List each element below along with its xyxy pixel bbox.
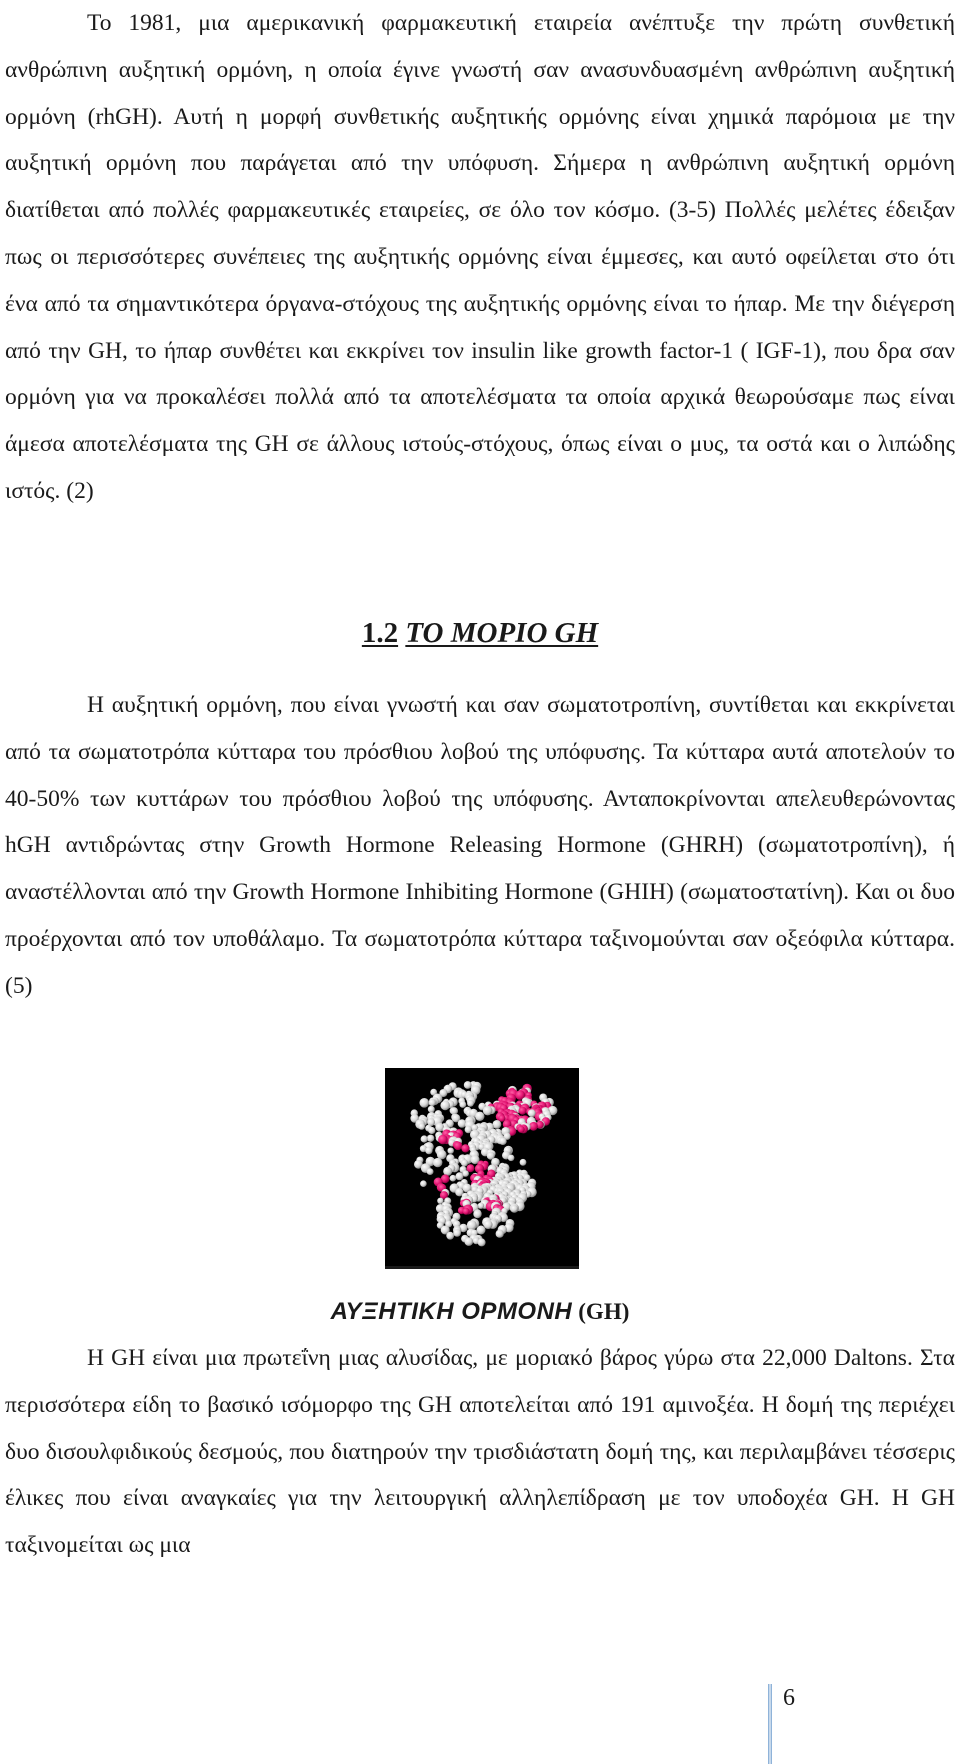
section-number: 1.2 — [361, 617, 399, 649]
atom-highlighted — [463, 1208, 470, 1215]
atom — [428, 1127, 435, 1134]
atom — [458, 1119, 467, 1128]
atom-highlighted — [461, 1144, 469, 1152]
atom — [508, 1155, 515, 1162]
atom — [464, 1081, 472, 1089]
caption-sub: (GH) — [578, 1299, 630, 1324]
atom — [499, 1137, 507, 1145]
atom — [425, 1147, 432, 1154]
atom — [446, 1232, 454, 1240]
atom — [420, 1180, 427, 1187]
atom — [528, 1109, 536, 1117]
paragraph-structure — [5, 1335, 955, 1569]
atom — [477, 1226, 486, 1235]
paragraph-somatotropin — [5, 682, 955, 1010]
atom — [433, 1158, 442, 1167]
paragraph-structure-text: Η GH είναι μια πρωτεΐνη μιας αλυσίδας, με μοριακό βάρος γύρω στα 22,000 Daltons. Στα περισσότερα είδη το βασικό ισόμορφο της GH αποτελείται από 191 αμινοξέα. Η δομή της περιέχει δυο δισουλφιδικούς δεσμούς, που διατηρούν την τρισδιάστατη δομή της, και περιλαμβάνει τέσσερις έλικες που είναι αναγκαίες για την λειτουργική αλληλεπίδραση με τον υποδοχέα GH. Η GH ταξινομείται ως μια — [5, 1345, 955, 1559]
atom — [429, 1099, 436, 1106]
atom — [465, 1237, 474, 1246]
atom — [448, 1148, 454, 1154]
atom — [440, 1101, 450, 1111]
atom — [418, 1123, 425, 1130]
atom — [456, 1172, 464, 1180]
molecule-atoms — [410, 1081, 557, 1246]
paragraph-intro-text: Το 1981, μια αμερικανική φαρμακευτική εταιρεία ανέπτυξε την πρώτη συνθετική ανθρώπινη αυξητική ορμόνη, η οποία έγινε γνωστή σαν ανασυνδυασμένη ανθρώπινη αυξητική ορμόνη (rhGH). Αυτή η μορφή συνθετικής αυξητικής ορμόνης είναι χημικά παρόμοια με την αυξητική ορμόνη που παράγεται από την υπόφυση. Σήμερα η ανθρώπινη αυξητική ορμόνη διατίθεται από πολλές φαρμακευτικές εταιρείες, σε όλο τον κόσμο. (3-5) Πολλές μελέτες έδειξαν πως οι περισσότερες συνέπειες της αυξητικής ορμόνης είναι έμμεσες, και αυτό οφείλεται στο ότι ένα από τα σημαντικότερα όργανα-στόχους της αυξητικής ορμόνης είναι το ήπαρ. Με την διέγερση από την GH, το ήπαρ συνθέτει και εκκρίνει τον insulin like growth factor-1 ( IGF-1), που δρα σαν ορμόνη για να προκαλέσει πολλά από τα αποτελέσματα τα οποία αρχικά θεωρούσαμε πως είναι άμεσα αποτελέσματα της GH σε άλλους ιστούς-στόχους, όπως είναι ο μυς, τα οστά και ο λιπώδης ιστός. (2) — [5, 10, 955, 504]
atom — [511, 1205, 518, 1212]
atom — [420, 1098, 430, 1108]
atom — [467, 1220, 477, 1230]
atom — [427, 1168, 434, 1175]
molecule-illustration — [385, 1068, 579, 1266]
atom — [484, 1220, 493, 1229]
atom — [427, 1135, 434, 1142]
atom-highlighted — [499, 1115, 506, 1122]
figure-caption — [0, 1292, 960, 1332]
atom — [496, 1230, 504, 1238]
atom — [520, 1159, 527, 1166]
atom-highlighted — [438, 1135, 448, 1145]
atom — [473, 1210, 481, 1218]
paragraph-intro — [5, 0, 955, 515]
atom-highlighted — [454, 1142, 463, 1151]
gh-molecule-image — [385, 1068, 579, 1269]
atom — [421, 1135, 428, 1142]
atom — [478, 1238, 486, 1246]
footer-rule — [768, 1684, 772, 1764]
atom — [450, 1175, 457, 1182]
atom — [453, 1229, 461, 1237]
section-heading — [0, 610, 960, 656]
section-title: ΤΟ ΜΟΡΙΟ GH — [405, 617, 599, 649]
atom — [461, 1160, 468, 1167]
caption-main: ΑΥΞΗΤΙΚΗ ΟΡΜΟΝΗ — [330, 1298, 573, 1325]
atom — [478, 1203, 484, 1209]
atom-highlighted — [518, 1126, 525, 1133]
atom — [428, 1106, 435, 1113]
atom — [475, 1112, 484, 1121]
atom — [483, 1106, 493, 1116]
page-number: 6 — [783, 1685, 795, 1711]
atom — [467, 1100, 474, 1107]
atom — [459, 1101, 466, 1108]
atom-highlighted — [519, 1107, 527, 1115]
paragraph-somatotropin-text: Η αυξητική ορμόνη, που είναι γνωστή και σαν σωματοτροπίνη, συντίθεται και εκκρίνεται από τα σωματοτρόπα κύτταρα του πρόσθιου λοβού της υπόφυσης. Τα κύτταρα αυτά αποτελούν το 40-50% των κυττάρων του πρόσθιου λοβού της υπόφυσης. Ανταποκρίνονται απελευθερώνοντας hGH αντιδρώντας στην Growth Hormone Releasing Hormone (GHRH) (σωματοτροπίνη), ή αναστέλλονται από την Growth Hormone Inhibiting Hormone (GHIH) (σωματοστατίνη). Και οι δυο προέρχονται από τον υποθάλαμο. Τα σωματοτρόπα κύτταρα ταξινομούνται σαν οξεόφιλα κύτταρα. (5) — [5, 692, 955, 999]
